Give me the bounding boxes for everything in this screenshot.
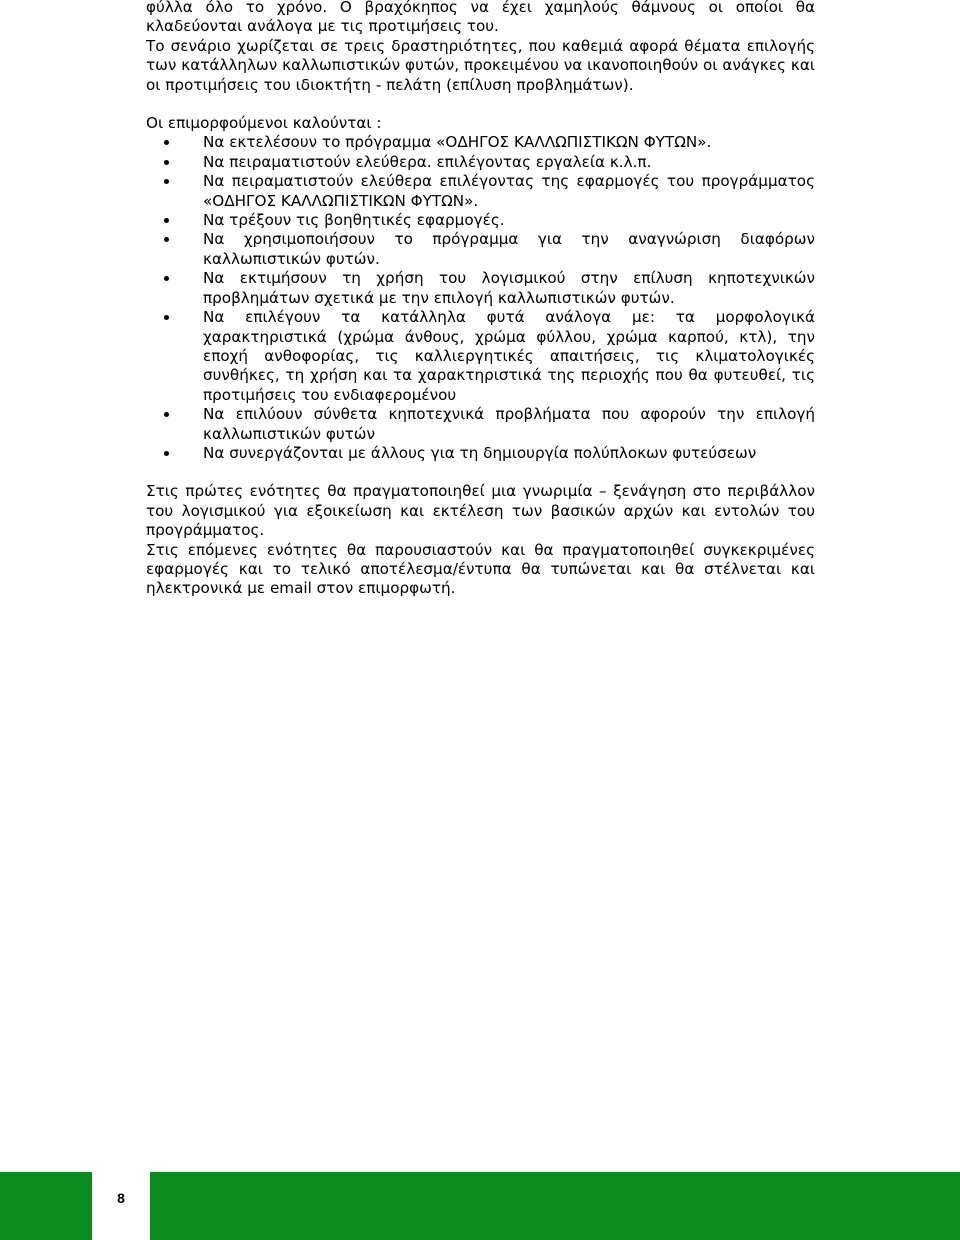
- list-item: [146, 308, 815, 405]
- objectives-list: [146, 133, 815, 463]
- bullet-list-intro: Οι επιμορφούμενοι καλούνται :: [146, 114, 382, 133]
- bullet-icon: [164, 276, 169, 281]
- list-item: [146, 133, 815, 152]
- bullet-icon: [164, 451, 169, 456]
- paragraph-next-units: Στις επόμενες ενότητες θα παρουσιαστούν και θα πραγματοποιηθεί συγκεκριμένες εφαρμογές και το τελικό αποτέλεσμα/έντυπα θα τυπώνεται και θα στέλνεται και ηλεκτρονικά με email στον επιμορφωτή.: [146, 540, 815, 598]
- list-item-text: Να επιλύουν σύνθετα κηποτεχνικά προβλήματα που αφορούν την επιλογή καλλωπιστικών φυτών: [203, 405, 815, 443]
- list-item: [146, 405, 815, 444]
- list-item-text: Να εκτιμήσουν τη χρήση του λογισμικού στην επίλυση κηποτεχνικών προβλημάτων σχετικά με την επιλογή καλλωπιστικών φυτών.: [203, 269, 815, 307]
- paragraph-first-units: Στις πρώτες ενότητες θα πραγματοποιηθεί μια γνωριμία – ξενάγηση στο περιβάλλον του λογισμικού για εξοικείωση και εκτέλεση των βασικών αρχών και εντολών του προγράμματος.: [146, 482, 815, 540]
- list-item: [146, 153, 815, 172]
- bullet-icon: [164, 412, 169, 417]
- list-item-text: Να πειραματιστούν ελεύθερα. επιλέγοντας εργαλεία κ.λ.π.: [203, 152, 652, 171]
- list-item-text: Να εκτελέσουν το πρόγραμμα «ΟΔΗΓΟΣ ΚΑΛΛΩΠΙΣΤΙΚΩΝ ΦΥΤΩΝ».: [203, 133, 712, 152]
- document-body: [146, 0, 815, 599]
- list-item-text: Να επιλέγουν τα κατάλληλα φυτά ανάλογα με: τα μορφολογικά χαρακτηριστικά (χρώμα άνθους, χρώμα φύλλου, χρώμα καρπού, κτλ), την εποχή ανθοφορίας, τις καλλιεργητικές απαιτήσεις, τις κλιματολογικές συνθήκες, τη χρήση και τα χαρακτηριστικά της περιοχής που θα φυτευθεί, τις προτιμήσεις του ενδιαφερομένου: [203, 308, 815, 404]
- bullet-icon: [164, 140, 169, 145]
- paragraph-continuation: φύλλα όλο το χρόνο. Ο βραχόκηπος να έχει χαμηλούς θάμνους οι οποίοι θα κλαδεύονται ανάλογα με τις προτιμήσεις του.: [146, 0, 815, 36]
- page-number: 8: [117, 1190, 125, 1206]
- bullet-icon: [164, 179, 169, 184]
- bullet-icon: [164, 160, 169, 165]
- bullet-icon: [164, 315, 169, 320]
- list-item: [146, 444, 815, 463]
- page-number-box: [92, 1172, 150, 1240]
- list-item-text: Να χρησιμοποιήσουν το πρόγραμμα για την αναγνώριση διαφόρων καλλωπιστικών φυτών.: [203, 230, 815, 268]
- list-item-text: Να τρέξουν τις βοηθητικές εφαρμογές.: [203, 211, 505, 230]
- list-item: [146, 230, 815, 269]
- paragraph-scenario: Το σενάριο χωρίζεται σε τρεις δραστηριότητες, που καθεμιά αφορά θέματα επιλογής των κατάλληλων καλλωπιστικών φυτών, προκειμένου να ικανοποιηθούν οι ανάγκες και οι προτιμήσεις του ιδιοκτήτη - πελάτη (επίλυση προβλημάτων).: [146, 36, 815, 94]
- list-item-text: Να πειραματιστούν ελεύθερα επιλέγοντας της εφαρμογές του προγράμματος «ΟΔΗΓΟΣ ΚΑΛΛΩΠΙΣΤΙΚΩΝ ΦΥΤΩΝ».: [203, 172, 815, 210]
- bullet-icon: [164, 218, 169, 223]
- list-item-text: Να συνεργάζονται με άλλους για τη δημιουργία πολύπλοκων φυτεύσεων: [203, 443, 757, 462]
- list-item: [146, 211, 815, 230]
- list-item: [146, 269, 815, 308]
- bullet-icon: [164, 237, 169, 242]
- list-item: [146, 172, 815, 211]
